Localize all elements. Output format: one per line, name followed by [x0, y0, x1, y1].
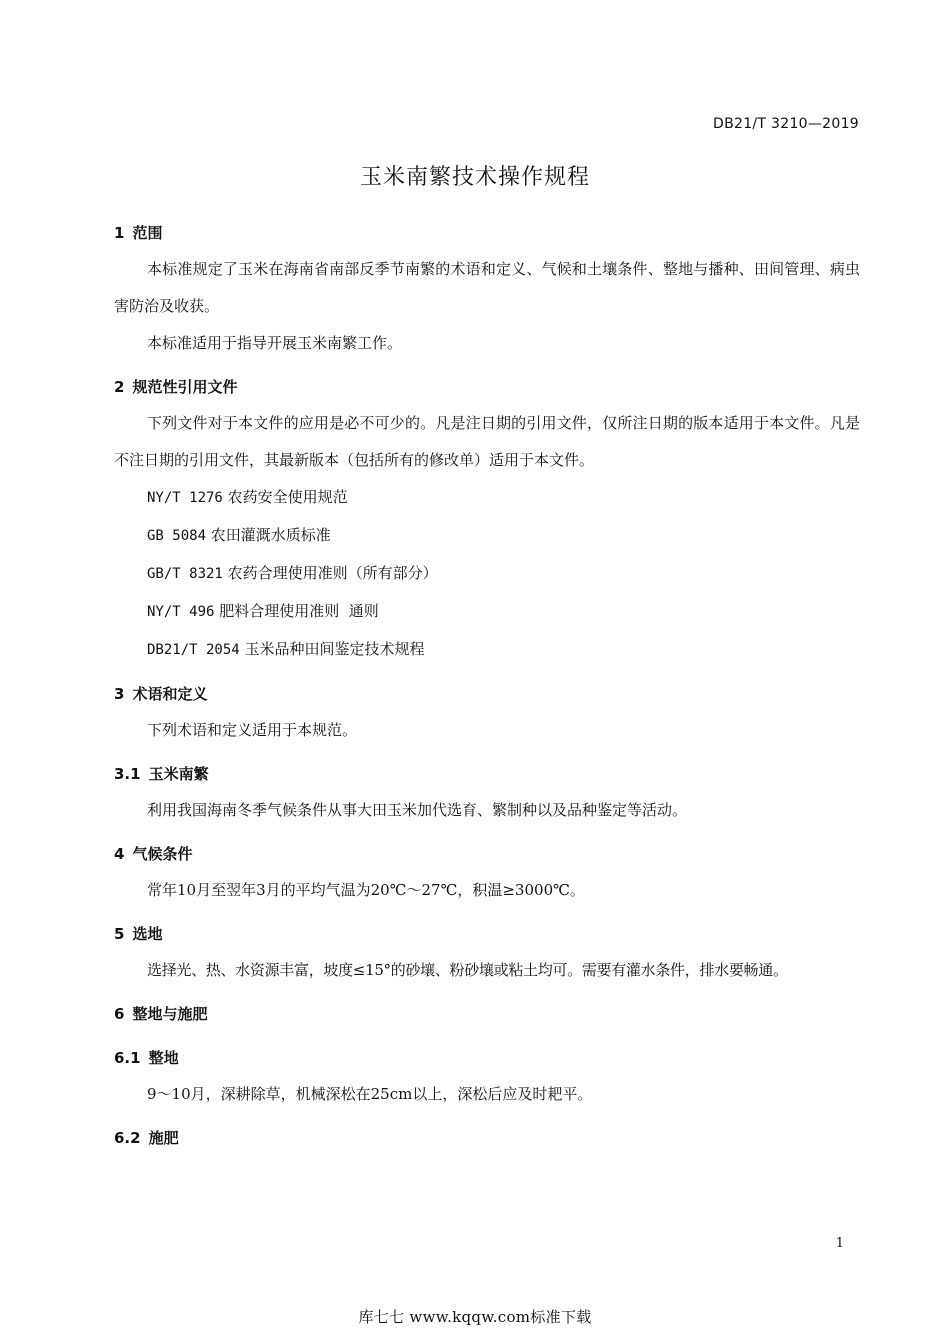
reference-name: 农药安全使用规范 [227, 488, 348, 506]
section-3-1-heading [114, 763, 860, 785]
section-title: 施肥 [148, 1129, 179, 1147]
reference-name: 玉米品种田间鉴定技术规程 [244, 640, 425, 658]
section-number: 1 [114, 224, 125, 242]
reference-name: 农药合理使用准则（所有部分） [227, 564, 438, 582]
reference-code: NY/T 1276 [147, 490, 223, 506]
reference-name: 农田灌溉水质标准 [210, 526, 331, 544]
standard-number: DB21/T 3210—2019 [713, 116, 859, 132]
reference-item [147, 555, 860, 593]
document-body [114, 222, 860, 1149]
reference-item [147, 479, 860, 517]
section-number: 4 [114, 845, 125, 863]
footer-watermark: 库七七 www.kqqw.com标准下载 [358, 1308, 592, 1326]
section-number: 5 [114, 925, 125, 943]
reference-code: GB/T 8321 [147, 566, 223, 582]
section-number: 6.2 [114, 1129, 141, 1147]
section-number: 3.1 [114, 765, 141, 783]
section-number: 2 [114, 378, 125, 396]
reference-item [147, 517, 860, 555]
section-title: 选地 [132, 925, 163, 943]
section-6-heading [114, 1003, 860, 1025]
section-5-heading [114, 923, 860, 945]
section-title: 整地与施肥 [132, 1005, 208, 1023]
section-title: 气候条件 [132, 845, 193, 863]
section-title: 术语和定义 [132, 685, 208, 703]
section-3-paragraph-1: 下列术语和定义适用于本规范。 [147, 721, 358, 739]
section-title: 规范性引用文件 [132, 378, 238, 396]
page-number: 1 [835, 1236, 844, 1251]
section-5-paragraph-1: 选择光、热、水资源丰富，坡度≤15°的砂壤、粉砂壤或粘土均可。需要有灌水条件，排水要畅通。 [147, 961, 788, 979]
section-1-paragraph-1: 本标准规定了玉米在海南省南部反季节南繁的术语和定义、气候和土壤条件、整地与播种、田间管理、病虫害防治及收获。 [114, 260, 860, 315]
reference-code: DB21/T 2054 [147, 642, 240, 658]
reference-item [147, 631, 860, 669]
section-number: 6.1 [114, 1049, 141, 1067]
reference-item [147, 593, 860, 631]
section-1-paragraph-2: 本标准适用于指导开展玉米南繁工作。 [147, 334, 403, 352]
section-6-1-paragraph-1: 9～10月，深耕除草，机械深松在25cm以上，深松后应及时耙平。 [147, 1085, 593, 1103]
document-title: 玉米南繁技术操作规程 [359, 165, 590, 190]
section-number: 6 [114, 1005, 125, 1023]
section-6-1-heading [114, 1047, 860, 1069]
section-4-paragraph-1: 常年10月至翌年3月的平均气温为20℃～27℃，积温≥3000℃。 [147, 881, 585, 899]
section-2-paragraph-1: 下列文件对于本文件的应用是必不可少的。凡是注日期的引用文件，仅所注日期的版本适用于本文件。凡是不注日期的引用文件，其最新版本（包括所有的修改单）适用于本文件。 [114, 414, 860, 469]
reference-code: NY/T 496 [147, 604, 215, 620]
section-3-1-paragraph-1: 利用我国海南冬季气候条件从事大田玉米加代选育、繁制种以及品种鉴定等活动。 [147, 801, 688, 819]
section-1-heading [114, 222, 860, 244]
section-4-heading [114, 843, 860, 865]
section-number: 3 [114, 685, 125, 703]
section-3-heading [114, 683, 860, 705]
reference-code: GB 5084 [147, 528, 207, 544]
reference-name: 肥料合理使用准则 通则 [219, 602, 379, 620]
section-6-2-heading [114, 1127, 860, 1149]
section-2-heading [114, 376, 860, 398]
section-title: 范围 [132, 224, 163, 242]
section-title: 整地 [148, 1049, 179, 1067]
section-title: 玉米南繁 [148, 765, 209, 783]
